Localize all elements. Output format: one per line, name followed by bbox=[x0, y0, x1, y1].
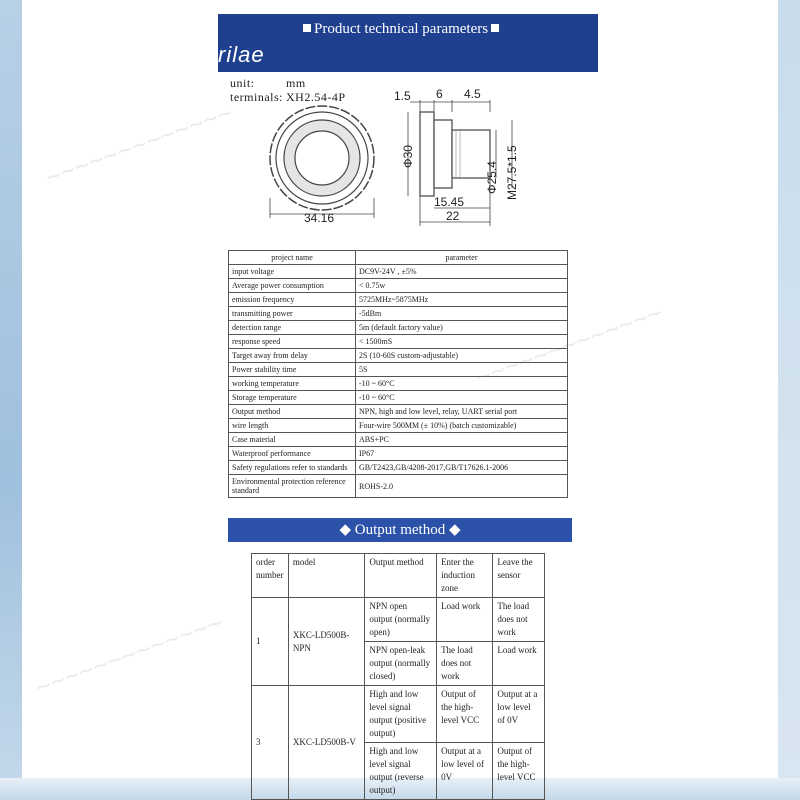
table-row bbox=[229, 405, 568, 419]
thread-dim: M27.5*1.5 bbox=[505, 145, 519, 200]
square-bullet-icon bbox=[303, 24, 311, 32]
param-value: 5725MHz~5875MHz bbox=[356, 293, 568, 307]
header-cell: project name bbox=[229, 251, 356, 265]
param-name: Storage temperature bbox=[229, 391, 356, 405]
table-row bbox=[229, 349, 568, 363]
unit-label: unit: bbox=[230, 76, 255, 90]
param-value: < 1500mS bbox=[356, 335, 568, 349]
enter-zone-cell: Output of the high-level VCC bbox=[437, 686, 493, 743]
brand-text: rilae bbox=[218, 42, 265, 67]
param-name: Waterproof performance bbox=[229, 447, 356, 461]
param-name: detection range bbox=[229, 321, 356, 335]
param-name: response speed bbox=[229, 335, 356, 349]
output-method-banner: ◆ Output method ◆ bbox=[228, 518, 572, 542]
order-number: 3 bbox=[252, 686, 289, 800]
param-value: < 0.75w bbox=[356, 279, 568, 293]
dim-c: 4.5 bbox=[464, 87, 481, 101]
header-banner bbox=[218, 14, 598, 72]
table-row bbox=[229, 377, 568, 391]
param-value: 5S bbox=[356, 363, 568, 377]
param-name: Case material bbox=[229, 433, 356, 447]
param-name: Target away from delay bbox=[229, 349, 356, 363]
front-width-dim: 34.16 bbox=[304, 211, 335, 225]
header-cell: model bbox=[288, 554, 365, 598]
table-row bbox=[229, 475, 568, 498]
param-value: -10 ~ 60°C bbox=[356, 391, 568, 405]
table-row bbox=[229, 433, 568, 447]
param-value: ABS+PC bbox=[356, 433, 568, 447]
leave-sensor-cell: Output at a low level of 0V bbox=[493, 686, 545, 743]
header-cell: order number bbox=[252, 554, 289, 598]
param-name: wire length bbox=[229, 419, 356, 433]
output-method-cell: NPN open-leak output (normally closed) bbox=[365, 642, 437, 686]
param-value: NPN, high and low level, relay, UART serial port bbox=[356, 405, 568, 419]
table-row bbox=[229, 391, 568, 405]
param-name: Power stability time bbox=[229, 363, 356, 377]
model-name: XKC-LD500B-NPN bbox=[288, 598, 365, 686]
dim-e: 22 bbox=[446, 209, 460, 223]
param-value: IP67 bbox=[356, 447, 568, 461]
table-row bbox=[229, 265, 568, 279]
header-cell: Output method bbox=[365, 554, 437, 598]
table-row bbox=[252, 598, 545, 642]
table-row bbox=[229, 419, 568, 433]
table-row bbox=[229, 307, 568, 321]
table-row bbox=[229, 461, 568, 475]
table-row bbox=[229, 447, 568, 461]
table-row bbox=[229, 321, 568, 335]
unit-value: mm bbox=[286, 76, 306, 90]
header-cell: Leave the sensor bbox=[493, 554, 545, 598]
param-value: -5dBm bbox=[356, 307, 568, 321]
param-value: 2S (10-60S custom-adjustable) bbox=[356, 349, 568, 363]
table-header-row bbox=[252, 554, 545, 598]
dim-d: 15.45 bbox=[434, 195, 465, 209]
terminals-value: XH2.54-4P bbox=[286, 90, 346, 104]
order-number: 1 bbox=[252, 598, 289, 686]
leave-sensor-cell: Load work bbox=[493, 642, 545, 686]
square-bullet-icon bbox=[491, 24, 499, 32]
table-row bbox=[229, 279, 568, 293]
model-name: XKC-LD500B-V bbox=[288, 686, 365, 800]
background-right-edge bbox=[778, 0, 800, 800]
leave-sensor-cell: Output of the high-level VCC bbox=[493, 743, 545, 800]
header-cell: Enter the induction zone bbox=[437, 554, 493, 598]
enter-zone-cell: The load does not work bbox=[437, 642, 493, 686]
output-method-cell: High and low level signal output (positive output) bbox=[365, 686, 437, 743]
param-name: Average power consumption bbox=[229, 279, 356, 293]
page-title bbox=[300, 21, 502, 38]
param-name: input voltage bbox=[229, 265, 356, 279]
enter-zone-cell: Output at a low level of 0V bbox=[437, 743, 493, 800]
param-name: Environmental protection reference standard bbox=[229, 475, 356, 498]
param-name: Safety regulations refer to standards bbox=[229, 461, 356, 475]
enter-zone-cell: Load work bbox=[437, 598, 493, 642]
table-row bbox=[229, 335, 568, 349]
side-view-drawing bbox=[390, 86, 530, 236]
param-value: 5m (default factory value) bbox=[356, 321, 568, 335]
front-view-drawing bbox=[260, 100, 390, 225]
param-name: emission frequency bbox=[229, 293, 356, 307]
output-method-table bbox=[251, 553, 545, 800]
param-value: ROHS-2.0 bbox=[356, 475, 568, 498]
param-name: transmitting power bbox=[229, 307, 356, 321]
dim-b: 6 bbox=[436, 87, 443, 101]
param-name: Output method bbox=[229, 405, 356, 419]
param-value: Four-wire 500MM (± 10%) (batch customizable) bbox=[356, 419, 568, 433]
background-left-edge bbox=[0, 0, 22, 800]
param-name: working temperature bbox=[229, 377, 356, 391]
param-value: -10 ~ 60°C bbox=[356, 377, 568, 391]
table-row bbox=[252, 686, 545, 743]
param-value: DC9V-24V , ±5% bbox=[356, 265, 568, 279]
output-method-cell: NPN open output (normally open) bbox=[365, 598, 437, 642]
output-method-cell: High and low level signal output (reverse output) bbox=[365, 743, 437, 800]
param-value: GB/T2423,GB/4208-2017,GB/T17626.1-2006 bbox=[356, 461, 568, 475]
leave-sensor-cell: The load does not work bbox=[493, 598, 545, 642]
dim-a: 1.5 bbox=[394, 89, 411, 103]
table-row bbox=[229, 363, 568, 377]
header-cell: parameter bbox=[356, 251, 568, 265]
terminals-label: terminals: bbox=[230, 90, 283, 104]
diam-body: Φ30 bbox=[401, 145, 415, 168]
table-header-row bbox=[229, 251, 568, 265]
diam-inner: Φ25.4 bbox=[485, 161, 499, 194]
page-title-text: Product technical parameters bbox=[314, 21, 489, 37]
parameters-table bbox=[228, 250, 568, 498]
table-row bbox=[229, 293, 568, 307]
